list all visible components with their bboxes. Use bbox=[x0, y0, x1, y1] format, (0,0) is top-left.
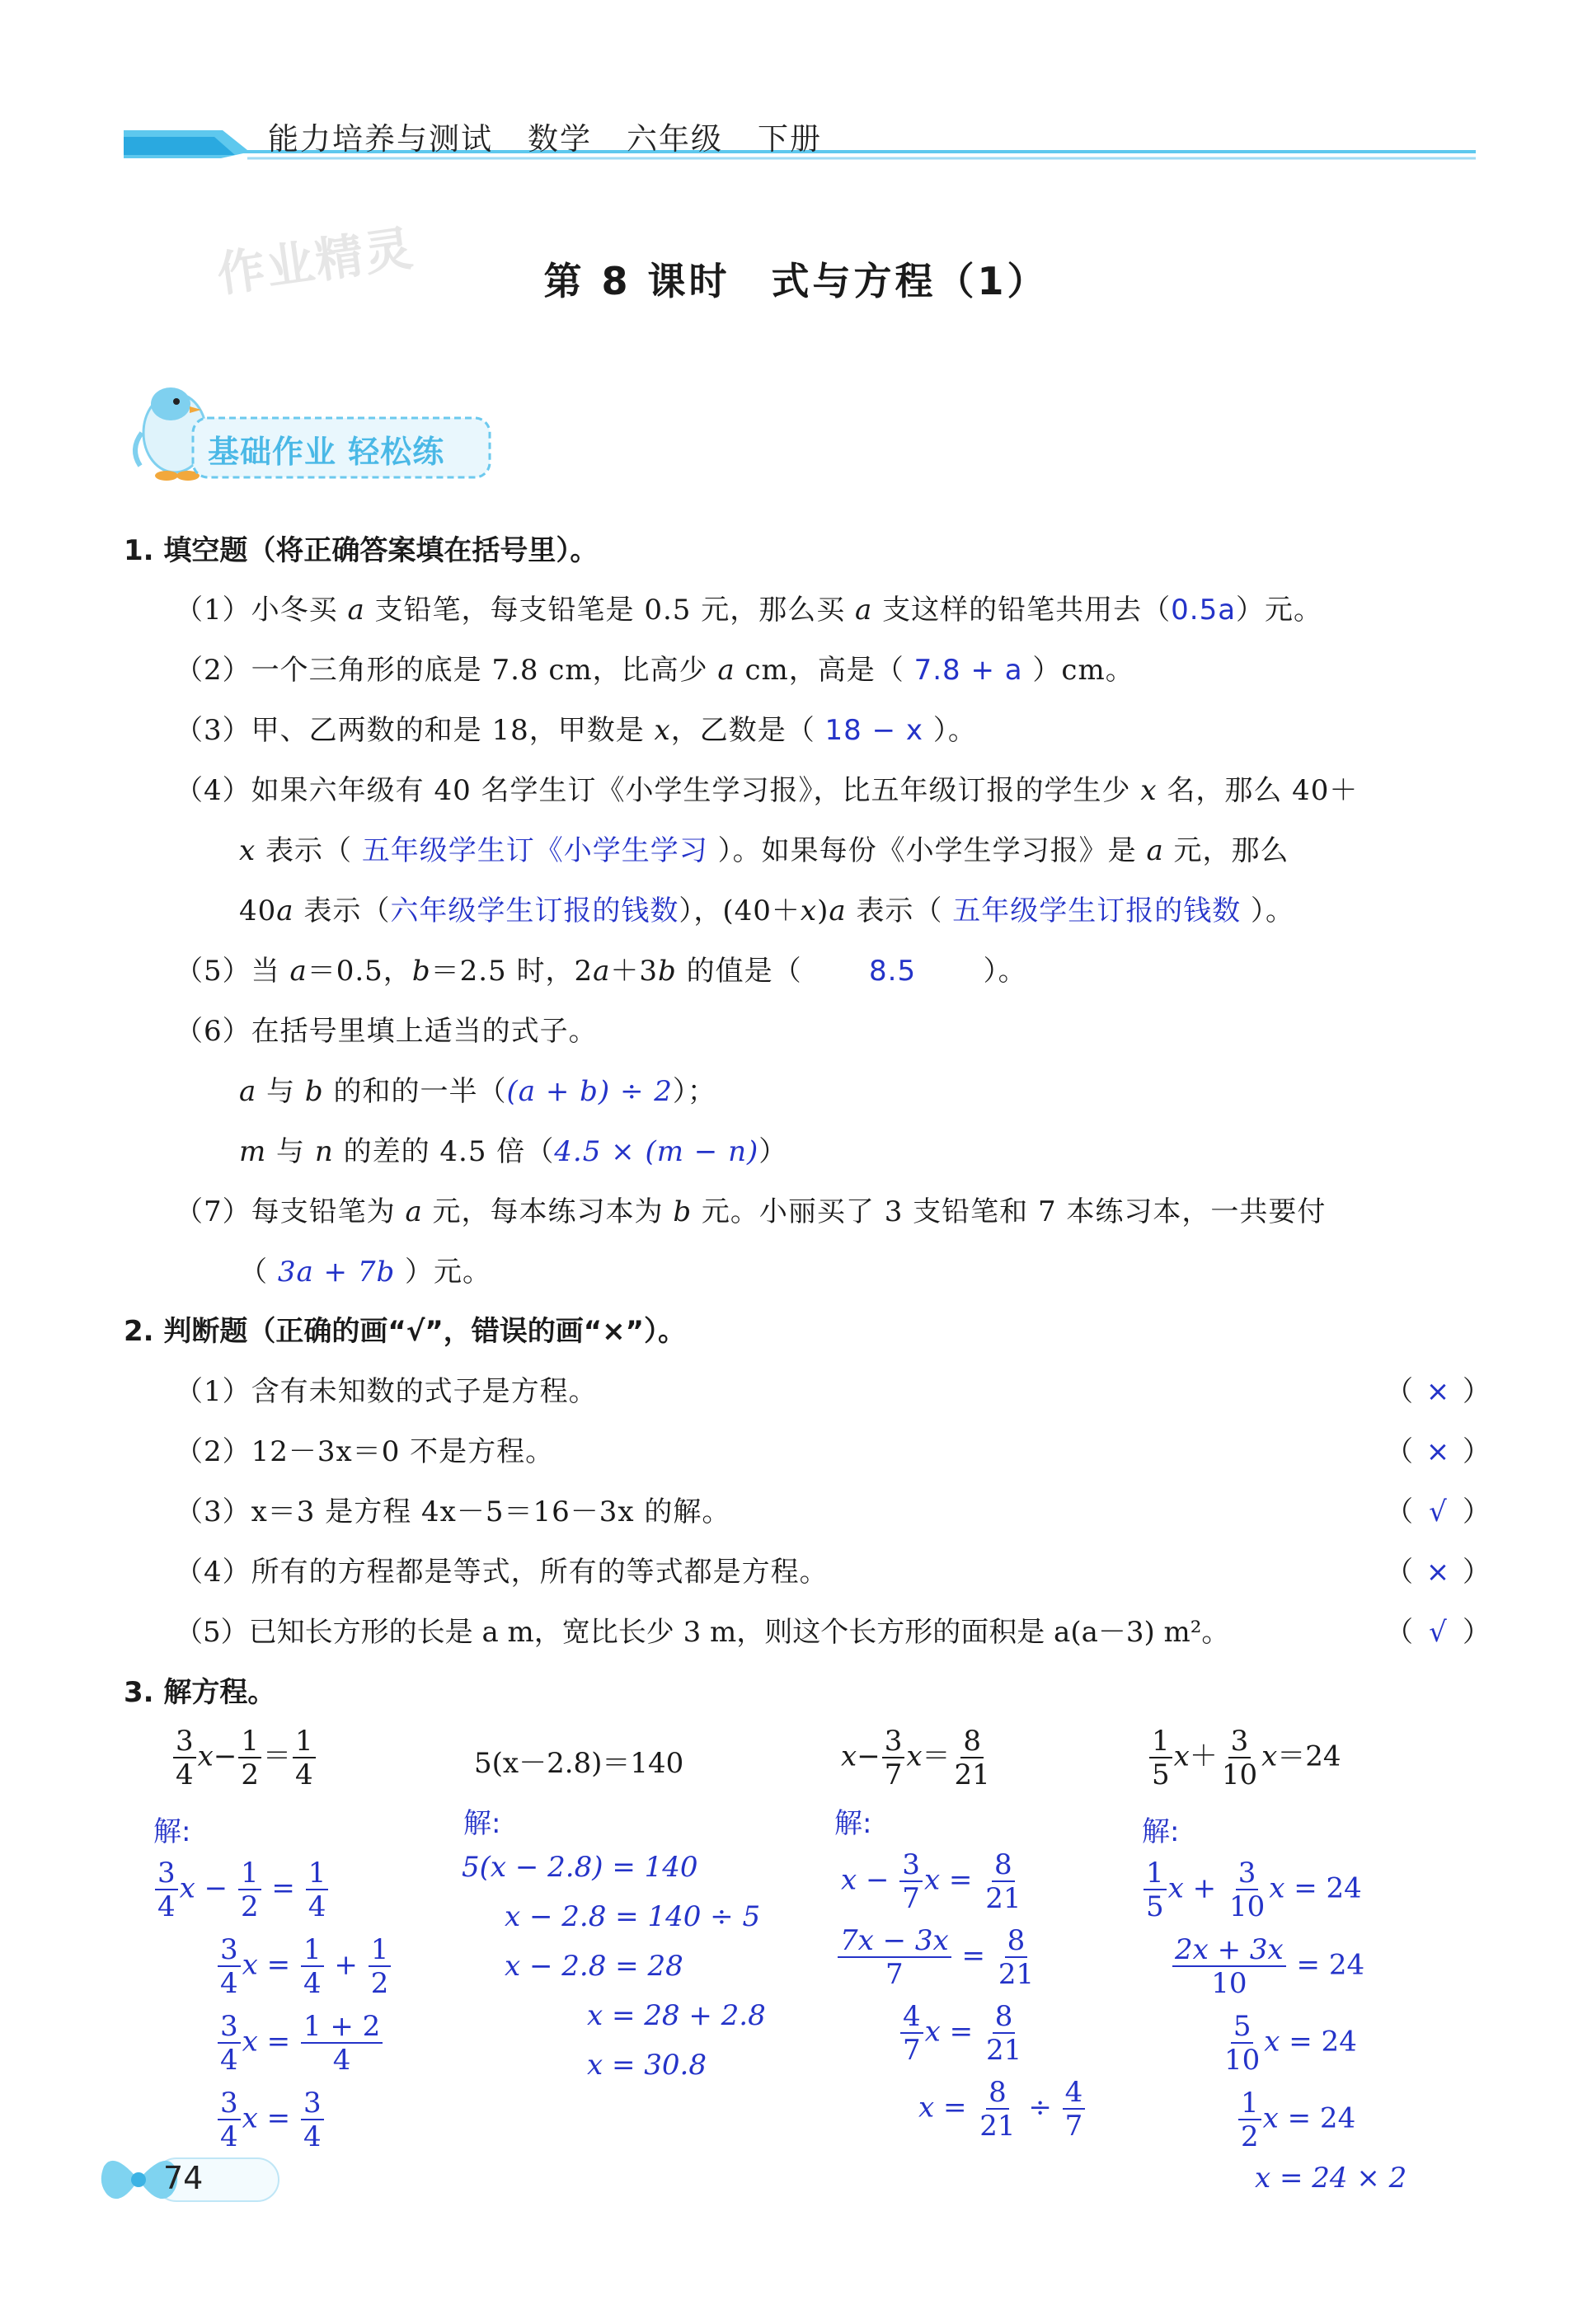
header-book: 能力培养与测试 bbox=[268, 121, 493, 157]
banner-label: 基础作业 轻松练 bbox=[208, 434, 445, 470]
eq1-step-2: $\frac{3}{4}$ x = $\frac{1}{4}$ + $\frac{1}{2}$ bbox=[216, 1936, 392, 1998]
eq3-step-3: $\frac{4}{7}$ x = $\frac{8}{21}$ bbox=[899, 2002, 1026, 2064]
eq2-step-5: x = 30.8 bbox=[587, 2049, 707, 2082]
lesson-title: 第 8 课时 式与方程（1） bbox=[543, 259, 1049, 303]
eq3-problem: x− $\frac{3}{7}$ x＝ $\frac{8}{21}$ bbox=[841, 1725, 990, 1791]
eq1-step-4: $\frac{3}{4}$ x = $\frac{3}{4}$ bbox=[216, 2089, 326, 2130]
eq2-step-3: x − 2.8 = 28 bbox=[505, 1950, 683, 1983]
q1-title: 1. 填空题（将正确答案填在括号里）。 bbox=[124, 534, 599, 567]
eq4-step-3: $\frac{5}{10}$ x = 24 bbox=[1224, 2010, 1357, 2077]
q2-judge-3: （ √ ） bbox=[1385, 1495, 1491, 1528]
q1-item-7-line2: （ 3a + 7b ）元。 bbox=[239, 1256, 492, 1289]
answer: 五年级学生订《小学生学习 bbox=[361, 834, 708, 867]
q1-item-6b: m 与 n 的差的 4.5 倍（4.5 × (m − n)） bbox=[239, 1135, 788, 1168]
eq1-step-1: $\frac{3}{4}$ x − $\frac{1}{2}$ = $\frac{1}{4}$ bbox=[153, 1859, 330, 1921]
eq2-step-2: x − 2.8 = 140 ÷ 5 bbox=[505, 1900, 761, 1933]
q1-item-5: （5）当 a＝0.5，b＝2.5 时，2a＋3b 的值是（ 8.5 ）。 bbox=[175, 955, 1027, 988]
answer: 六年级学生订报的钱数 bbox=[390, 894, 679, 927]
answer: 3a + 7b bbox=[277, 1256, 396, 1289]
q2-item-3: （3）x＝3 是方程 4x－5＝16－3x 的解。 bbox=[175, 1495, 731, 1528]
eq4-problem: $\frac{1}{5}$ x＋ $\frac{3}{10}$ x＝24 bbox=[1148, 1727, 1341, 1789]
section-banner bbox=[125, 375, 505, 502]
eq3-step-1: x − $\frac{3}{7}$ x = $\frac{8}{21}$ bbox=[841, 1848, 1021, 1915]
q3-title: 3. 解方程。 bbox=[124, 1676, 276, 1709]
q2-title: 2. 判断题（正确的画“√”，错误的画“×”）。 bbox=[124, 1315, 686, 1348]
q2-item-4: （4）所有的方程都是等式，所有的等式都是方程。 bbox=[175, 1556, 829, 1589]
eq3-step-2: $\frac{7x - 3x}{7}$ = $\frac{8}{21}$ bbox=[836, 1927, 1038, 1988]
eq2-step-1: 5(x − 2.8) = 140 bbox=[462, 1851, 698, 1884]
answer: 4.5 × (m − n) bbox=[554, 1135, 759, 1168]
eq3-step-4: x = $\frac{8}{21}$ ÷ $\frac{4}{7}$ bbox=[918, 2078, 1087, 2131]
eq4-step-1: $\frac{1}{5}$ x + $\frac{3}{10}$ x = 24 bbox=[1142, 1859, 1362, 1921]
q1-item-2: （2）一个三角形的底是 7.8 cm，比高少 a cm，高是（ 7.8 + a ）cm。 bbox=[175, 654, 1134, 687]
answer: 8.5 bbox=[869, 955, 917, 988]
q1-item-4-line1: （4）如果六年级有 40 名学生订《小学生学习报》，比五年级订报的学生少 x 名，那么 40＋ bbox=[175, 774, 1359, 807]
q2-item-1: （1）含有未知数的式子是方程。 bbox=[175, 1375, 598, 1408]
eq1-jie: 解: bbox=[153, 1815, 191, 1848]
q1-item-6: （6）在括号里填上适当的式子。 bbox=[175, 1015, 598, 1048]
eq1-problem: $\frac{3}{4}$ x− $\frac{1}{2}$ ＝ $\frac{1}{4}$ bbox=[171, 1727, 317, 1789]
header-subject: 数学 bbox=[528, 121, 592, 157]
q1-item-4-line3: 40a 表示（六年级学生订报的钱数），(40＋x)a 表示（ 五年级学生订报的钱数 ）。 bbox=[239, 894, 1295, 927]
eq4-step-5: x = 24 × 2 bbox=[1255, 2162, 1407, 2195]
q2-judge-2: （ × ） bbox=[1385, 1435, 1491, 1468]
eq2-jie: 解: bbox=[463, 1807, 501, 1840]
q2-judge-5: （ √ ） bbox=[1385, 1616, 1491, 1649]
header-title bbox=[268, 114, 857, 158]
eq4-step-4: $\frac{1}{2}$ x = 24 bbox=[1237, 2089, 1355, 2151]
q1-item-7-line1: （7）每支铅笔为 a 元，每本练习本为 b 元。小丽买了 3 支铅笔和 7 本练习本，一共要付 bbox=[175, 1195, 1327, 1228]
q2-judge-1: （ × ） bbox=[1385, 1375, 1491, 1408]
header-grade: 六年级 bbox=[627, 121, 723, 157]
eq1-step-3: $\frac{3}{4}$ x = $\frac{1 + 2}{4}$ bbox=[216, 2012, 384, 2074]
eq3-jie: 解: bbox=[834, 1807, 872, 1840]
q1-item-1: （1）小冬买 a 支铅笔，每支铅笔是 0.5 元，那么买 a 支这样的铅笔共用去（0.5a）元。 bbox=[175, 594, 1323, 627]
page-number: 74 bbox=[163, 2160, 204, 2196]
eq2-step-4: x = 28 + 2.8 bbox=[587, 1999, 766, 2032]
eq2-problem: 5(x－2.8)＝140 bbox=[474, 1747, 684, 1780]
q2-item-2: （2）12－3x＝0 不是方程。 bbox=[175, 1435, 555, 1468]
q1-item-4-line2: x 表示（ 五年级学生订《小学生学习 ）。如果每份《小学生学习报》是 a 元，那么 bbox=[239, 834, 1289, 867]
answer: 7.8 + a bbox=[913, 654, 1023, 687]
watermark-logo: 作业精灵 bbox=[214, 219, 418, 303]
answer: 18 − x bbox=[824, 714, 924, 747]
answer: 五年级学生订报的钱数 bbox=[952, 894, 1242, 927]
header-volume: 下册 bbox=[758, 121, 822, 157]
q2-judge-4: （ × ） bbox=[1385, 1556, 1491, 1589]
answer: 0.5a bbox=[1171, 594, 1237, 627]
q1-item-3: （3）甲、乙两数的和是 18，甲数是 x，乙数是（ 18 − x ）。 bbox=[175, 714, 977, 747]
q1-item-6a: a 与 b 的和的一半（(a + b) ÷ 2）； bbox=[239, 1075, 716, 1108]
answer: (a + b) ÷ 2 bbox=[506, 1075, 673, 1108]
q2-item-5: （5）已知长方形的长是 a m，宽比长少 3 m，则这个长方形的面积是 a(a－3) m²。 bbox=[175, 1616, 1230, 1649]
eq4-jie: 解: bbox=[1142, 1815, 1180, 1848]
eq4-step-2: $\frac{2x + 3x}{10}$ = 24 bbox=[1171, 1936, 1364, 1998]
